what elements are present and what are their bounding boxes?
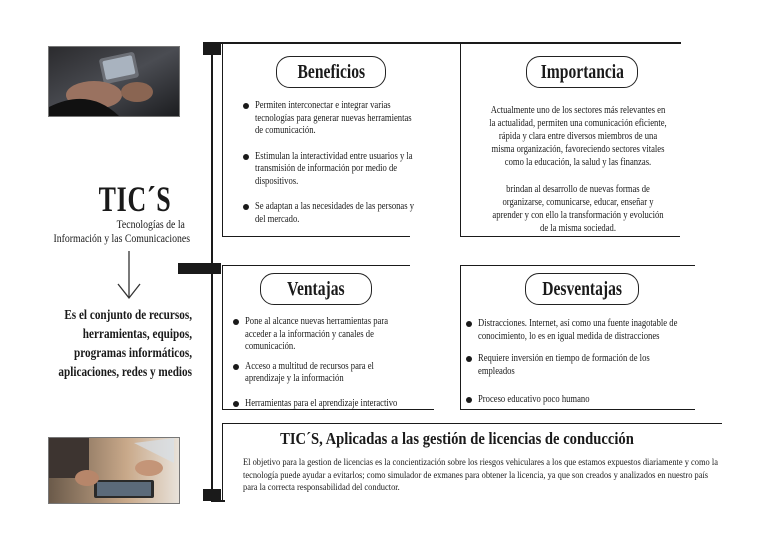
desventajas-border-left	[460, 265, 461, 410]
bullet-icon	[466, 356, 472, 362]
frame-line-left-upper	[211, 42, 213, 270]
definition-text: Es el conjunto de recursos, herramientas, equipos, programas informáticos, aplicaciones, redes y medios	[58, 308, 193, 380]
phone-hands-photo	[48, 46, 180, 117]
list-item: Requiere inversión en tiempo de formación de los empleados	[466, 353, 721, 378]
beneficios-list	[243, 100, 443, 237]
list-item: Acceso a multitud de recursos para el aprendizaje y la información	[233, 361, 443, 386]
frame-line-left-lower	[211, 270, 213, 498]
ventajas-list	[233, 316, 443, 421]
desventajas-list	[466, 318, 721, 418]
importancia-paragraph-1: Actualmente uno de los sectores más relevantes en la actualidad, permiten una comunicación eficiente, rápida y clara entre diversos miembros de una misma organización, favoreciendo sectores vitales como la educación, la salud y las finanzas.	[489, 105, 667, 168]
bullet-icon	[233, 364, 239, 370]
aplicadas-body: El objetivo para la gestion de licencias es la concientización sobre los riesgos vehiculares a los que estamos expuestos diariamente y como la tecnología puede ayudar a evitarlos; como simulador de exmanes para obtener la licencia, ya que son creados y analizados en nuestro país para la correcta responsabilidad del conductor.	[243, 457, 718, 493]
aplicadas-title: TIC´S, Aplicadas a las gestión de licencias de conducción	[280, 429, 634, 448]
list-item: Se adaptan a las necesidades de las personas y del mercado.	[243, 201, 443, 226]
list-item: Distracciones. Internet, así como una fuente inagotable de conocimiento, lo es en igual medida de distracciones	[466, 318, 721, 343]
bullet-icon	[243, 204, 249, 210]
main-title: TIC´S	[98, 179, 172, 219]
desventajas-heading-text: Desventajas	[542, 278, 622, 300]
beneficios-border-left	[222, 42, 223, 237]
tablet-hands-photo	[48, 437, 180, 504]
aplicadas-border-top	[222, 423, 722, 424]
bullet-icon	[466, 397, 472, 403]
ventajas-heading	[260, 273, 372, 305]
importancia-heading	[526, 56, 638, 88]
beneficios-heading-text: Beneficios	[297, 61, 365, 83]
ventajas-border-top	[222, 265, 410, 266]
bullet-icon	[233, 401, 239, 407]
subtitle-line-1: Tecnologías de la	[116, 219, 185, 231]
subtitle-line-2: Información y las Comunicaciones	[53, 233, 190, 245]
importancia-border-left	[460, 42, 461, 237]
list-item: Herramientas para el aprendizaje interactivo	[233, 398, 443, 411]
importancia-border-bottom	[460, 236, 680, 237]
list-item: Pone al alcance nuevas herramientas para acceder a la información y canales de comunicación.	[233, 316, 443, 354]
list-item: Proceso educativo poco humano	[466, 394, 721, 407]
bullet-icon	[466, 321, 472, 327]
ventajas-border-left	[222, 265, 223, 410]
arrow-down-icon	[114, 251, 144, 301]
bullet-icon	[243, 154, 249, 160]
list-item: Permiten interconectar e integrar varias tecnologías para generar nuevas herramientas de comunicación.	[243, 100, 443, 138]
beneficios-heading	[276, 56, 386, 88]
desventajas-heading	[525, 273, 639, 305]
desventajas-border-top	[460, 265, 695, 266]
ventajas-heading-text: Ventajas	[287, 278, 345, 300]
bullet-icon	[243, 103, 249, 109]
importancia-paragraph-2: brindan al desarrollo de nuevas formas de organizarse, comunicarse, educar, enseñar y aprender y con ello la transformación y evolución de la misma sociedad.	[492, 184, 664, 234]
list-item: Estimulan la interactividad entre usuarios y la transmisión de información por medio de dispositivos.	[243, 151, 443, 189]
subtitle	[46, 218, 191, 246]
aplicadas-border-left	[222, 423, 223, 501]
frame-line-top	[211, 42, 681, 44]
corner-marker-middle	[178, 263, 221, 274]
importancia-heading-text: Importancia	[540, 61, 624, 83]
bullet-icon	[233, 319, 239, 325]
